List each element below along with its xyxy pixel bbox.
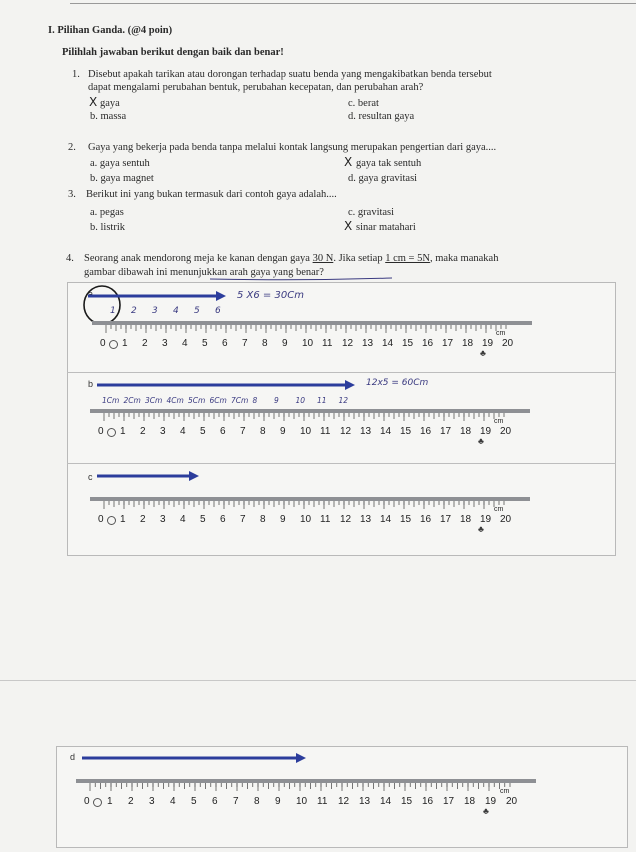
ruler-graphic bbox=[76, 779, 546, 821]
answer-cross-icon[interactable]: X bbox=[89, 95, 98, 109]
ruler-number: 18 bbox=[460, 514, 472, 525]
ruler-logo-icon: ♣ bbox=[478, 524, 484, 534]
ruler-hole-icon bbox=[107, 516, 116, 525]
ruler-number: 0 bbox=[100, 338, 106, 349]
ruler-number: 1 bbox=[120, 514, 126, 525]
ruler-number: 18 bbox=[460, 426, 472, 437]
ruler-d bbox=[76, 779, 546, 821]
ruler-number: 14 bbox=[380, 426, 392, 437]
count-label: 8 bbox=[252, 396, 258, 405]
ruler-band bbox=[90, 497, 530, 501]
ruler-number: 13 bbox=[360, 426, 372, 437]
ruler-number: 5 bbox=[202, 338, 208, 349]
ruler-band bbox=[92, 321, 532, 325]
count-label: 1Cm bbox=[102, 396, 120, 405]
ruler-number: 3 bbox=[160, 514, 166, 525]
ruler-number: 17 bbox=[443, 796, 455, 807]
ruler-unit: cm bbox=[494, 506, 504, 513]
arrow-head bbox=[345, 380, 355, 390]
count-label: 6Cm bbox=[209, 396, 227, 405]
ruler-a bbox=[92, 321, 542, 361]
count-label: 5 bbox=[194, 306, 200, 316]
count-label: 3 bbox=[152, 306, 158, 316]
count-labels-b bbox=[0, 396, 636, 410]
count-label: 11 bbox=[317, 396, 327, 405]
ruler-number: 3 bbox=[162, 338, 168, 349]
ruler-number: 10 bbox=[296, 796, 308, 807]
ruler-number: 19 bbox=[480, 426, 492, 437]
ruler-number: 1 bbox=[120, 426, 126, 437]
q1-option-a[interactable]: gaya bbox=[100, 98, 120, 109]
ruler-number: 8 bbox=[260, 514, 266, 525]
panel-divider bbox=[67, 463, 616, 464]
ruler-number: 9 bbox=[275, 796, 281, 807]
force-arrow-b[interactable] bbox=[95, 379, 355, 391]
ruler-number: 16 bbox=[420, 514, 432, 525]
q2-option-a[interactable]: a. gaya sentuh bbox=[90, 158, 150, 169]
arrow-head bbox=[296, 753, 306, 763]
ruler-number: 12 bbox=[342, 338, 354, 349]
count-label: 2 bbox=[131, 306, 137, 316]
panel-divider bbox=[67, 372, 616, 373]
ruler-number: 11 bbox=[320, 514, 331, 525]
ruler-number: 14 bbox=[380, 514, 392, 525]
instruction: Pilihlah jawaban berikut dengan baik dan benar! bbox=[62, 47, 284, 58]
q2-number: 2. bbox=[68, 142, 76, 153]
ruler-number: 16 bbox=[422, 796, 434, 807]
note-b: 12x5 = 60Cm bbox=[366, 378, 429, 388]
q2-option-c[interactable]: gaya tak sentuh bbox=[356, 158, 422, 169]
q2-option-d[interactable]: d. gaya gravitasi bbox=[348, 173, 418, 184]
ruler-hole-icon bbox=[93, 798, 102, 807]
ruler-graphic bbox=[92, 321, 542, 361]
ruler-number: 18 bbox=[464, 796, 476, 807]
ruler-logo-icon: ♣ bbox=[478, 436, 484, 446]
ruler-number: 2 bbox=[128, 796, 134, 807]
section-title: I. Pilihan Ganda. (@4 poin) bbox=[48, 25, 173, 36]
ruler-c bbox=[90, 497, 540, 539]
q3-option-d[interactable]: sinar matahari bbox=[356, 222, 416, 233]
ruler-logo-icon: ♣ bbox=[483, 806, 489, 816]
ruler-number: 2 bbox=[142, 338, 148, 349]
ruler-hole-icon bbox=[109, 340, 118, 349]
ruler-unit: cm bbox=[496, 330, 506, 337]
ruler-b bbox=[90, 409, 540, 449]
count-label: 1 bbox=[110, 306, 116, 316]
ruler-number: 11 bbox=[320, 426, 331, 437]
ruler-number: 5 bbox=[200, 426, 206, 437]
page-gap-line bbox=[0, 680, 636, 681]
q3-option-b[interactable]: b. listrik bbox=[90, 222, 126, 233]
count-label: 2Cm bbox=[123, 396, 141, 405]
ruler-number: 6 bbox=[220, 426, 226, 437]
ruler-number: 2 bbox=[140, 426, 146, 437]
ruler-number: 0 bbox=[84, 796, 90, 807]
ruler-number: 5 bbox=[191, 796, 197, 807]
ruler-number: 20 bbox=[500, 514, 512, 525]
ruler-number: 13 bbox=[362, 338, 374, 349]
count-label: 6 bbox=[215, 306, 221, 316]
q3-text-line1: Berikut ini yang bukan termasuk dari contoh gaya adalah.... bbox=[86, 189, 337, 200]
ruler-number: 18 bbox=[462, 338, 474, 349]
ruler-graphic bbox=[90, 409, 540, 449]
ruler-unit: cm bbox=[500, 788, 510, 795]
ruler-unit: cm bbox=[494, 418, 504, 425]
ruler-number: 4 bbox=[180, 426, 186, 437]
ruler-number: 8 bbox=[262, 338, 268, 349]
option-d-label: d bbox=[70, 752, 76, 762]
arrow-head bbox=[216, 291, 226, 301]
ruler-number: 15 bbox=[402, 338, 414, 349]
ruler-number: 12 bbox=[340, 426, 352, 437]
ruler-number: 15 bbox=[401, 796, 413, 807]
ruler-number: 8 bbox=[254, 796, 260, 807]
ruler-number: 7 bbox=[242, 338, 248, 349]
ruler-number: 20 bbox=[502, 338, 514, 349]
ruler-number: 7 bbox=[233, 796, 239, 807]
ruler-number: 20 bbox=[500, 426, 512, 437]
option-a-label: a bbox=[88, 289, 94, 299]
ruler-number: 3 bbox=[160, 426, 166, 437]
count-label: 3Cm bbox=[145, 396, 163, 405]
ruler-number: 16 bbox=[422, 338, 434, 349]
count-label: 10 bbox=[295, 396, 306, 405]
q4-force: 30 N bbox=[312, 253, 334, 264]
ruler-number: 7 bbox=[240, 426, 246, 437]
q1-text-line2: dapat mengalami perubahan bentuk, perubahan kecepatan, dan perubahan arah? bbox=[88, 82, 424, 93]
force-arrow-c[interactable] bbox=[95, 470, 205, 482]
ruler-number: 16 bbox=[420, 426, 432, 437]
ruler-number: 0 bbox=[98, 426, 104, 437]
count-label: 7Cm bbox=[231, 396, 249, 405]
ruler-logo-icon: ♣ bbox=[480, 348, 486, 358]
ruler-number: 4 bbox=[180, 514, 186, 525]
ruler-number: 4 bbox=[170, 796, 176, 807]
ruler-number: 17 bbox=[440, 514, 452, 525]
answer-cross-icon[interactable]: X bbox=[344, 155, 353, 169]
q4-scale: 1 cm = 5N bbox=[385, 253, 430, 264]
option-c-label: c bbox=[88, 472, 93, 482]
ruler-number: 10 bbox=[302, 338, 314, 349]
ruler-number: 12 bbox=[340, 514, 352, 525]
ruler-number: 4 bbox=[182, 338, 188, 349]
ruler-number: 11 bbox=[317, 796, 328, 807]
q4-text-line2: gambar dibawah ini menunjukkan arah gaya yang benar? bbox=[84, 267, 324, 278]
q3-option-c[interactable]: c. gravitasi bbox=[348, 207, 395, 218]
ruler-number: 14 bbox=[380, 796, 392, 807]
ruler-number: 3 bbox=[149, 796, 155, 807]
ruler-number: 6 bbox=[212, 796, 218, 807]
ruler-number: 15 bbox=[400, 514, 412, 525]
ruler-band bbox=[76, 779, 536, 783]
ruler-number: 6 bbox=[220, 514, 226, 525]
ruler-number: 19 bbox=[482, 338, 494, 349]
q1-number: 1. bbox=[72, 69, 80, 80]
ruler-number: 1 bbox=[107, 796, 113, 807]
ruler-number: 9 bbox=[280, 514, 286, 525]
q3-option-a[interactable]: a. pegas bbox=[90, 207, 124, 218]
ruler-number: 12 bbox=[338, 796, 350, 807]
ruler-number: 6 bbox=[222, 338, 228, 349]
ruler-number: 10 bbox=[300, 426, 312, 437]
force-arrow-a[interactable] bbox=[86, 290, 236, 302]
q4-text-post: , maka manakah bbox=[429, 253, 499, 264]
ruler-number: 14 bbox=[382, 338, 394, 349]
q3-number: 3. bbox=[68, 189, 76, 200]
count-label: 5Cm bbox=[188, 396, 206, 405]
q4-text-mid: . Jika setiap bbox=[333, 253, 386, 264]
ruler-band bbox=[90, 409, 530, 413]
q1-option-b[interactable]: b. massa bbox=[90, 111, 127, 122]
force-arrow-d[interactable] bbox=[80, 752, 310, 764]
count-label: 4Cm bbox=[166, 396, 184, 405]
ruler-number: 20 bbox=[506, 796, 518, 807]
ruler-number: 13 bbox=[360, 514, 372, 525]
option-b-label: b bbox=[88, 379, 94, 389]
ruler-number: 19 bbox=[485, 796, 497, 807]
q1-option-c[interactable]: c. berat bbox=[348, 98, 379, 109]
ruler-number: 1 bbox=[122, 338, 128, 349]
q2-option-b[interactable]: b. gaya magnet bbox=[90, 173, 154, 184]
q2-text-line1: Gaya yang bekerja pada benda tanpa melalui kontak langsung merupakan pengertian dari gaya.... bbox=[88, 142, 497, 153]
q1-option-d[interactable]: d. resultan gaya bbox=[348, 111, 415, 122]
ruler-number: 13 bbox=[359, 796, 371, 807]
ruler-number: 11 bbox=[322, 338, 333, 349]
ruler-number: 8 bbox=[260, 426, 266, 437]
ruler-hole-icon bbox=[107, 428, 116, 437]
ruler-number: 17 bbox=[442, 338, 454, 349]
answer-cross-icon[interactable]: X bbox=[344, 219, 353, 233]
ruler-number: 9 bbox=[282, 338, 288, 349]
count-label: 9 bbox=[274, 396, 279, 405]
ruler-number: 19 bbox=[480, 514, 492, 525]
count-label: 12 bbox=[338, 396, 349, 405]
q1-text-line1: Disebut apakah tarikan atau dorongan terhadap suatu benda yang mengakibatkan benda tersebut bbox=[88, 69, 492, 80]
ruler-number: 9 bbox=[280, 426, 286, 437]
ruler-graphic bbox=[90, 497, 540, 539]
ruler-number: 7 bbox=[240, 514, 246, 525]
count-labels-a bbox=[0, 306, 636, 320]
arrow-head bbox=[189, 471, 199, 481]
ruler-number: 0 bbox=[98, 514, 104, 525]
ruler-number: 2 bbox=[140, 514, 146, 525]
ruler-number: 10 bbox=[300, 514, 312, 525]
count-label: 4 bbox=[173, 306, 179, 316]
q4-number: 4. bbox=[66, 253, 74, 264]
ruler-number: 15 bbox=[400, 426, 412, 437]
q4-text-pre: Seorang anak mendorong meja ke kanan dengan gaya bbox=[84, 253, 313, 264]
ruler-number: 5 bbox=[200, 514, 206, 525]
ruler-number: 17 bbox=[440, 426, 452, 437]
note-a: 5 X6 = 30Cm bbox=[237, 290, 304, 301]
